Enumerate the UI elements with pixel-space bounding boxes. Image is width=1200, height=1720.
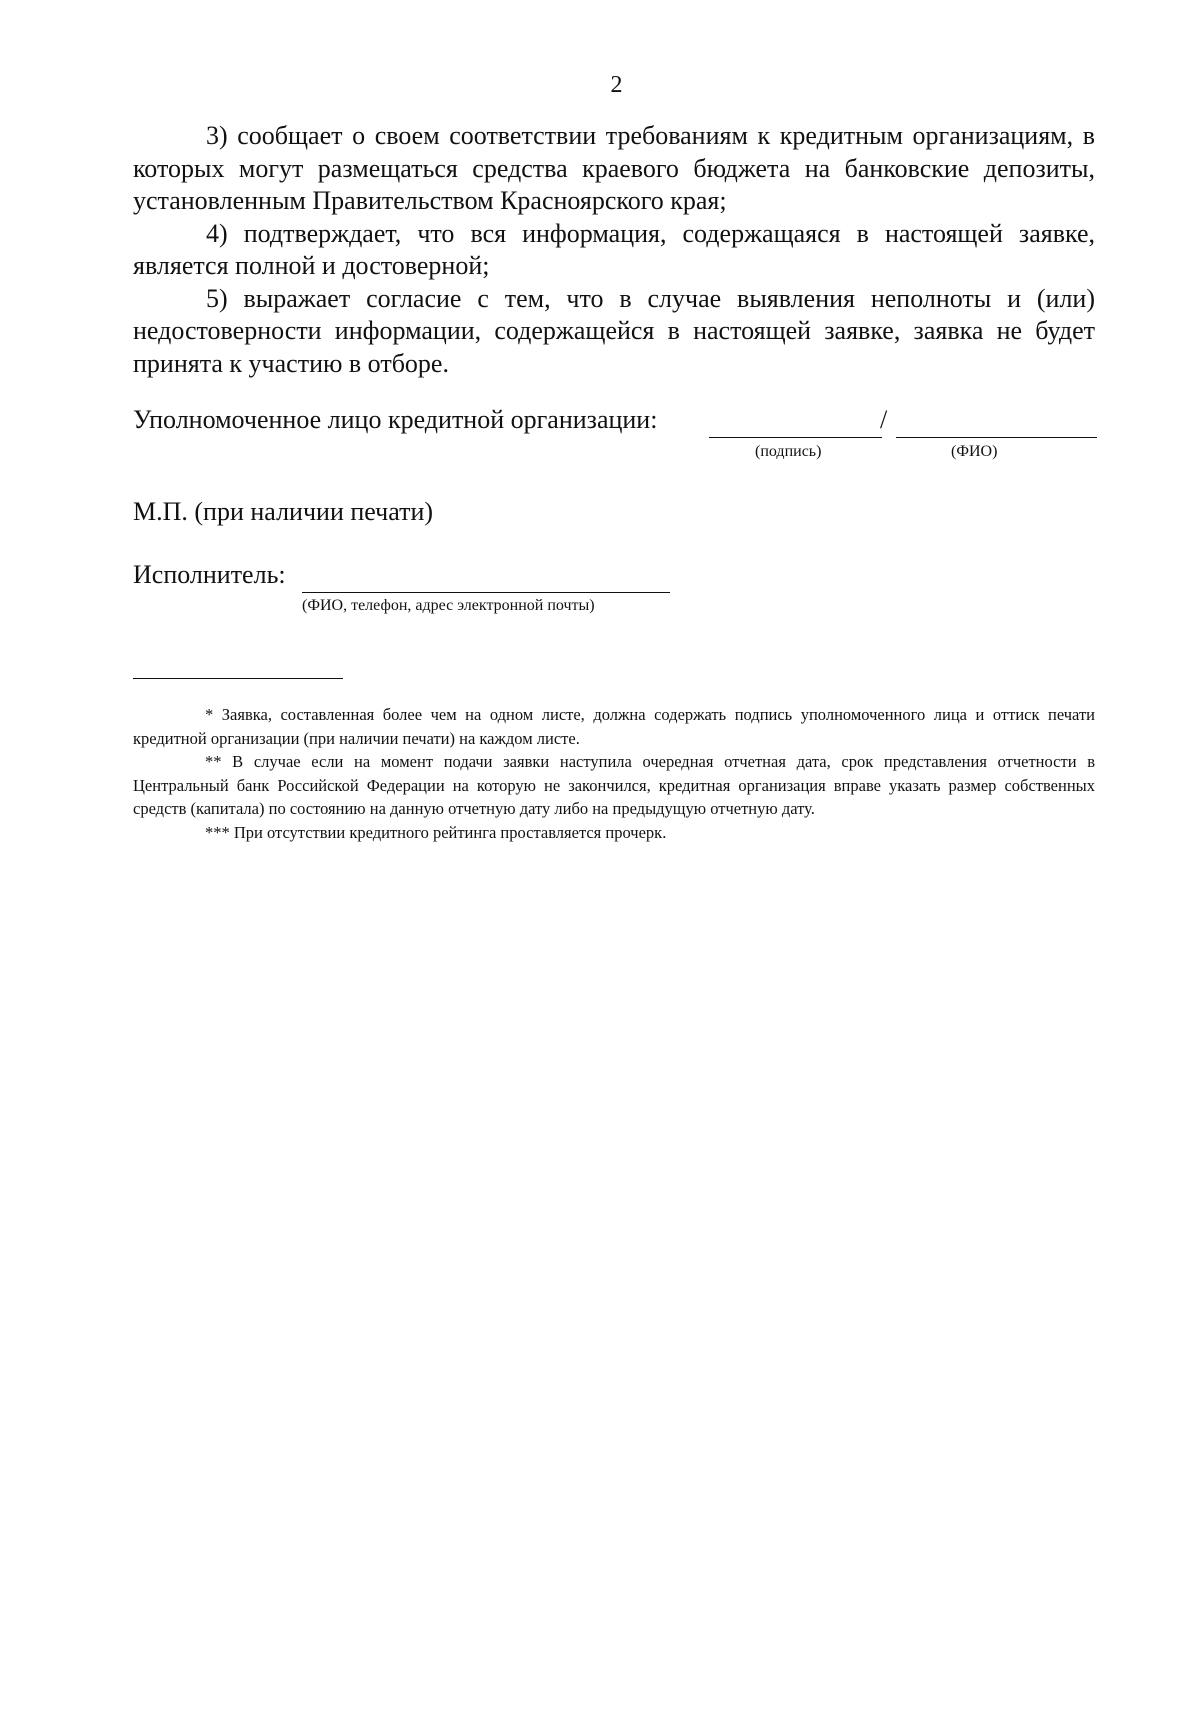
fio-blank: [896, 437, 1097, 438]
fio-caption: (ФИО): [951, 443, 998, 460]
executor-blank: [302, 592, 670, 593]
executor-label: Исполнитель:: [133, 560, 286, 589]
signature-blank: [709, 437, 882, 438]
paragraph-item-3: 3) сообщает о своем соответствии требованиям к кредитным организациям, в которых могут размещаться средства краевого бюджета на банковские депозиты, установленным Правительством Красноярского края;: [133, 121, 1095, 215]
paragraph-item-4: 4) подтверждает, что вся информация, содержащаяся в настоящей заявке, является полной и достоверной;: [133, 218, 1095, 280]
executor-caption: (ФИО, телефон, адрес электронной почты): [302, 597, 595, 614]
stamp-note: М.П. (при наличии печати): [133, 497, 434, 526]
footnotes: [133, 703, 1095, 844]
footnote-item: ** В случае если на момент подачи заявки наступила очередная отчетная дата, срок представления отчетности в Центральный банк Российской Федерации на которую не закончился, кредитная организация вправе указать размер собственных средств (капитала) по состоянию на данную отчетную дату либо на предыдущую отчетную дату.: [133, 752, 1095, 818]
footnote-divider: [133, 678, 343, 679]
signature-separator: /: [880, 405, 888, 434]
footnote-item: * Заявка, составленная более чем на одном листе, должна содержать подпись уполномоченного лица и оттиск печати кредитной организации (при наличии печати) на каждом листе.: [133, 705, 1095, 748]
footnote-item: *** При отсутствии кредитного рейтинга проставляется прочерк.: [205, 822, 667, 842]
page-number: 2: [610, 72, 623, 98]
body-text: [133, 120, 1095, 380]
paragraph-item-5: 5) выражает согласие с тем, что в случае выявления неполноты и (или) недостоверности информации, содержащейся в настоящей заявке, заявка не будет принята к участию в отборе.: [133, 283, 1095, 378]
signature-label: Уполномоченное лицо кредитной организации:: [133, 405, 658, 434]
signature-caption: (подпись): [755, 443, 822, 460]
